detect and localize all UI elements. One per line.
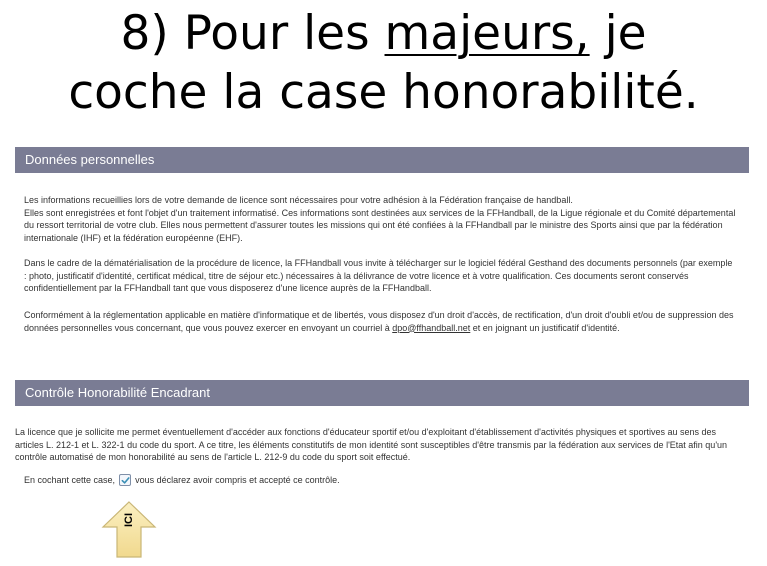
up-arrow-annotation xyxy=(101,500,157,560)
consent-text-before: En cochant cette case, xyxy=(24,475,116,485)
dpo-email-link[interactable]: dpo@ffhandball.net xyxy=(392,322,471,333)
paragraph-1-line-1: Les informations recueillies lors de votre demande de licence sont nécessaires pour votre adhésion à la Fédération française de handball. xyxy=(24,195,573,205)
honorability-consent-row xyxy=(24,473,340,487)
honorability-header: Contrôle Honorabilité Encadrant xyxy=(15,380,749,406)
consent-text-after: vous déclarez avoir compris et accepté ce contrôle. xyxy=(135,475,340,485)
title-text-underlined: majeurs, xyxy=(384,6,590,61)
paragraph-1-line-2: Elles sont enregistrées et font l'objet d'un traitement informatisé. Ces informations sont destinées aux services de la FFHandball, de la Ligue régionale et du Comité départemental du ressort territorial de votre club. Elles nous permettent d'assurer toutes les missions qui ont été confiées à la FFHandball par le ministre des Sports ainsi que par la fédération internationale (IHF) et la fédération européenne (EHF). xyxy=(24,207,736,243)
slide-title xyxy=(0,4,767,122)
paragraph-3-text-after: et en joignant un justificatif d'identité. xyxy=(470,322,620,333)
title-text-before: 8) Pour les xyxy=(120,6,385,61)
personal-data-header: Données personnelles xyxy=(15,147,749,173)
personal-data-paragraph-3 xyxy=(24,309,736,334)
personal-data-paragraph-2: Dans le cadre de la dématérialisation de la procédure de licence, la FFHandball vous invite à télécharger sur le logiciel fédéral Gesthand des documents personnels (par exemple : photo, justificatif d'identité, certificat médical, titre de séjour etc.) nécessaires à la délivrance de votre licence et à votre qualification. Ces documents seront conservés confidentiellement par la FFHandball tant que vous disposerez d'une licence auprès de la FFHandball. xyxy=(24,258,733,294)
title-text-after: je xyxy=(589,6,647,61)
slide-title-line2: coche la case honorabilité. xyxy=(68,65,699,120)
slide-title-line1 xyxy=(0,4,767,63)
paragraph-3-text-before: Conformément à la réglementation applicable en matière d'informatique et de libertés, vous disposez d'un droit d'accès, de rectification, d'un droit d'oubli et/ou de suppression des données personnelles vous concernant, que vous pouvez exercer en envoyant un courriel à xyxy=(24,310,734,333)
arrow-label: ICI xyxy=(123,512,135,528)
honorability-checkbox[interactable] xyxy=(119,474,131,486)
check-icon xyxy=(121,476,130,485)
personal-data-paragraph-1 xyxy=(24,194,736,244)
honorability-paragraph: La licence que je sollicite me permet éventuellement d'accéder aux fonctions d'éducateur sportif et/ou d'exploitant d'établissement d'activités physiques et sportives au sens des articles L. 212-1 et L. 322-1 du code du sport. A ce titre, les éléments constitutifs de mon identité sont susceptibles d'être transmis par la fédération aux services de l'Etat afin qu'un contrôle automatisé de mon honorabilité au sens de l'article L. 212-9 du code du sport soit effectué. xyxy=(15,427,728,463)
